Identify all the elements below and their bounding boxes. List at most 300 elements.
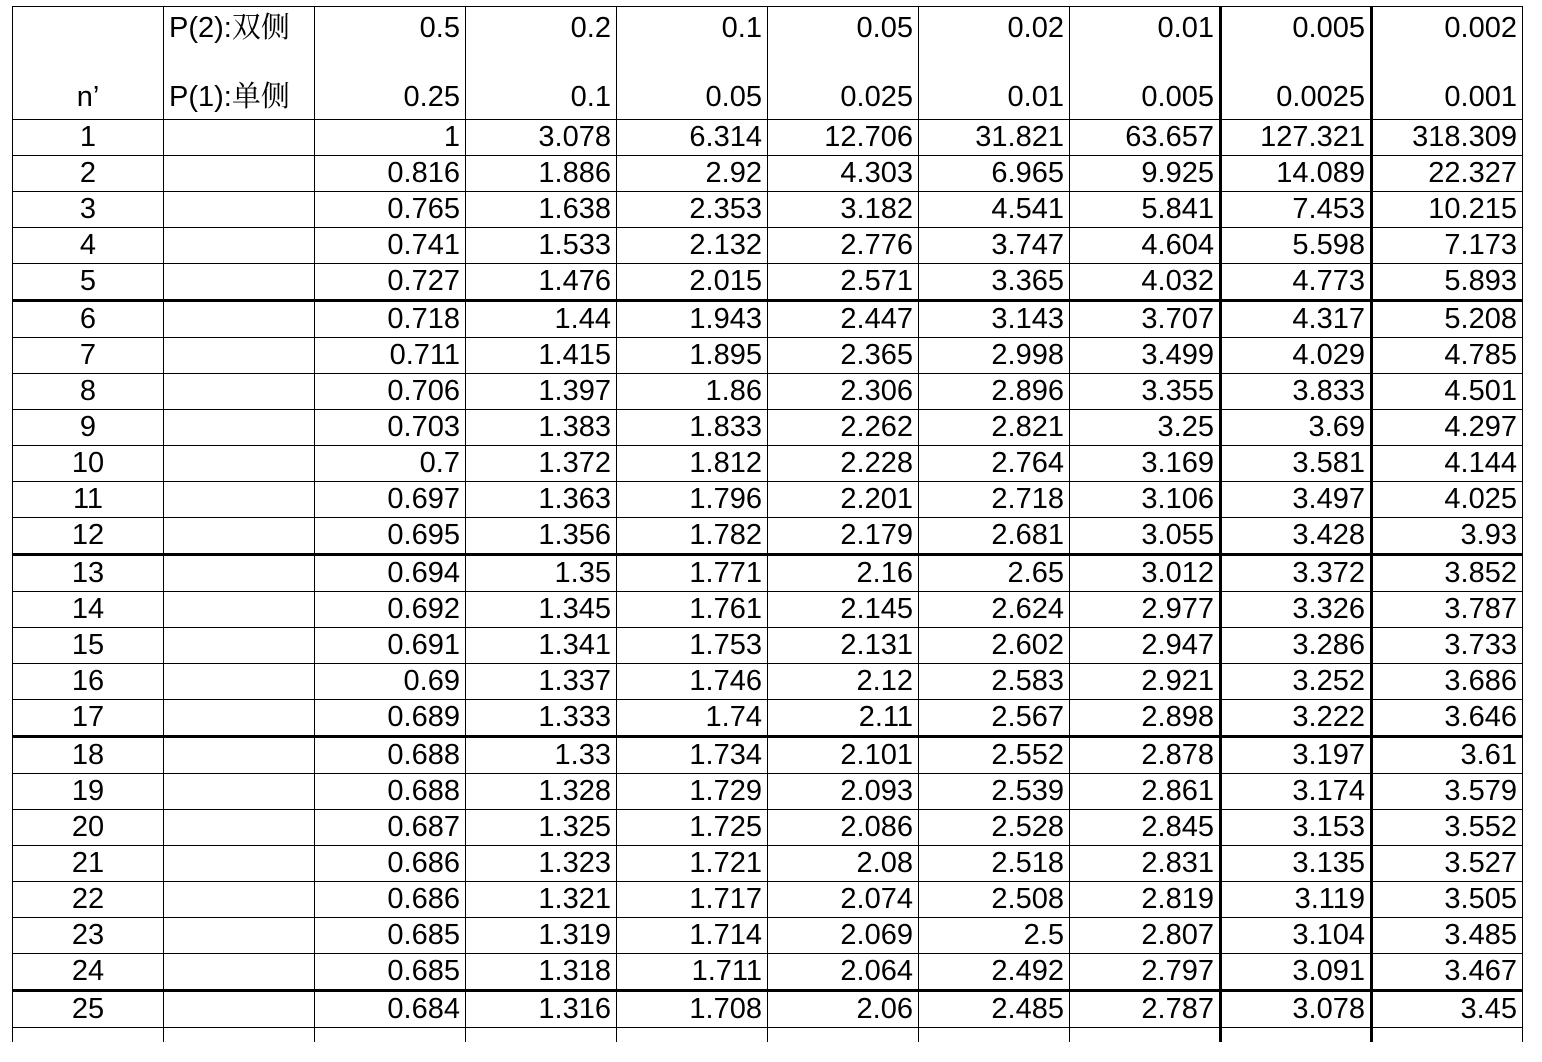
value-cell[interactable]: 2.145 (768, 592, 919, 628)
value-cell[interactable]: 3.135 (1221, 846, 1372, 882)
value-cell[interactable]: 1.761 (617, 592, 768, 628)
clipped-cell[interactable] (1221, 1028, 1372, 1042)
n-cell[interactable]: 3 (13, 192, 164, 228)
value-cell[interactable]: 0.684 (315, 991, 466, 1028)
value-cell[interactable]: 22.327 (1372, 156, 1523, 192)
n-cell[interactable]: 6 (13, 301, 164, 338)
p2-label: P(2):双侧 (169, 12, 290, 44)
clipped-cell[interactable] (1070, 1028, 1221, 1042)
n-header-cell[interactable] (13, 7, 164, 120)
value-cell[interactable]: 3.286 (1221, 628, 1372, 664)
value-cell[interactable]: 2.776 (768, 228, 919, 264)
n-cell[interactable]: 24 (13, 954, 164, 991)
n-cell[interactable]: 15 (13, 628, 164, 664)
value-cell[interactable]: 3.091 (1221, 954, 1372, 991)
value-cell[interactable]: 1.782 (617, 518, 768, 555)
n-cell[interactable]: 17 (13, 700, 164, 737)
value-cell[interactable]: 1.753 (617, 628, 768, 664)
value-cell[interactable]: 2.624 (919, 592, 1070, 628)
value-cell[interactable]: 0.689 (315, 700, 466, 737)
value-cell[interactable]: 4.773 (1221, 264, 1372, 301)
value-cell[interactable]: 3.055 (1070, 518, 1221, 555)
value-cell[interactable]: 127.321 (1221, 120, 1372, 156)
value-cell[interactable]: 4.541 (919, 192, 1070, 228)
value-cell[interactable]: 2.074 (768, 882, 919, 918)
empty-cell[interactable] (164, 737, 315, 774)
p1-value: 0.05 (705, 81, 762, 113)
value-cell[interactable]: 1.356 (466, 518, 617, 555)
table-row (13, 700, 1523, 737)
table-row (13, 737, 1523, 774)
value-cell[interactable]: 3.686 (1372, 664, 1523, 700)
value-cell[interactable]: 7.453 (1221, 192, 1372, 228)
n-cell[interactable]: 9 (13, 410, 164, 446)
value-cell[interactable]: 4.297 (1372, 410, 1523, 446)
value-cell[interactable]: 1.708 (617, 991, 768, 1028)
value-cell[interactable]: 0.688 (315, 737, 466, 774)
value-cell[interactable]: 2.861 (1070, 774, 1221, 810)
n-cell[interactable]: 5 (13, 264, 164, 301)
value-cell[interactable]: 1.74 (617, 700, 768, 737)
value-cell[interactable]: 1.725 (617, 810, 768, 846)
value-cell[interactable]: 0.765 (315, 192, 466, 228)
value-cell[interactable]: 6.314 (617, 120, 768, 156)
value-cell[interactable]: 31.821 (919, 120, 1070, 156)
value-cell[interactable]: 2.92 (617, 156, 768, 192)
p1-label: P(1):单侧 (169, 81, 290, 113)
value-cell[interactable]: 3.252 (1221, 664, 1372, 700)
p2-value: 0.002 (1444, 12, 1517, 44)
value-cell[interactable]: 2.539 (919, 774, 1070, 810)
value-cell[interactable]: 0.687 (315, 810, 466, 846)
value-cell[interactable]: 1.319 (466, 918, 617, 954)
value-cell[interactable]: 3.197 (1221, 737, 1372, 774)
value-cell[interactable]: 3.174 (1221, 774, 1372, 810)
value-cell[interactable]: 3.61 (1372, 737, 1523, 774)
value-cell[interactable]: 3.012 (1070, 555, 1221, 592)
value-cell[interactable]: 2.518 (919, 846, 1070, 882)
p1-value: 0.01 (1007, 81, 1064, 113)
empty-cell[interactable] (164, 410, 315, 446)
value-cell[interactable]: 3.787 (1372, 592, 1523, 628)
value-cell[interactable]: 0.69 (315, 664, 466, 700)
value-cell[interactable]: 3.733 (1372, 628, 1523, 664)
value-cell[interactable]: 3.552 (1372, 810, 1523, 846)
value-cell[interactable]: 2.306 (768, 374, 919, 410)
value-cell[interactable]: 2.492 (919, 954, 1070, 991)
value-cell[interactable]: 2.819 (1070, 882, 1221, 918)
value-cell[interactable]: 4.303 (768, 156, 919, 192)
value-cell[interactable]: 3.527 (1372, 846, 1523, 882)
value-cell[interactable]: 2.353 (617, 192, 768, 228)
value-cell[interactable]: 2.08 (768, 846, 919, 882)
value-cell[interactable]: 1.325 (466, 810, 617, 846)
value-cell[interactable]: 1.341 (466, 628, 617, 664)
value-cell[interactable]: 5.208 (1372, 301, 1523, 338)
value-cell[interactable]: 4.032 (1070, 264, 1221, 301)
empty-cell[interactable] (164, 482, 315, 518)
empty-cell[interactable] (164, 338, 315, 374)
value-cell[interactable]: 9.925 (1070, 156, 1221, 192)
value-cell[interactable]: 2.528 (919, 810, 1070, 846)
empty-cell[interactable] (164, 120, 315, 156)
header-row (13, 7, 1523, 120)
value-cell[interactable]: 1.812 (617, 446, 768, 482)
value-cell[interactable]: 2.797 (1070, 954, 1221, 991)
value-cell[interactable]: 2.977 (1070, 592, 1221, 628)
value-cell[interactable]: 3.93 (1372, 518, 1523, 555)
value-cell[interactable]: 7.173 (1372, 228, 1523, 264)
clipped-cell[interactable] (919, 1028, 1070, 1042)
empty-cell[interactable] (164, 700, 315, 737)
value-cell[interactable]: 2.131 (768, 628, 919, 664)
value-cell[interactable]: 0.697 (315, 482, 466, 518)
value-cell[interactable]: 1.711 (617, 954, 768, 991)
value-cell[interactable]: 2.179 (768, 518, 919, 555)
empty-cell[interactable] (164, 228, 315, 264)
clipped-cell[interactable] (164, 1028, 315, 1042)
value-cell[interactable]: 3.182 (768, 192, 919, 228)
empty-cell[interactable] (164, 156, 315, 192)
empty-cell[interactable] (164, 518, 315, 555)
value-cell[interactable]: 3.747 (919, 228, 1070, 264)
value-cell[interactable]: 2.485 (919, 991, 1070, 1028)
value-cell[interactable]: 2.086 (768, 810, 919, 846)
clipped-cell[interactable] (768, 1028, 919, 1042)
value-cell[interactable]: 0.686 (315, 882, 466, 918)
table-row (13, 410, 1523, 446)
value-cell[interactable]: 0.686 (315, 846, 466, 882)
value-cell[interactable]: 3.485 (1372, 918, 1523, 954)
value-cell[interactable]: 1.321 (466, 882, 617, 918)
value-cell[interactable]: 2.896 (919, 374, 1070, 410)
empty-cell[interactable] (164, 264, 315, 301)
value-cell[interactable]: 0.691 (315, 628, 466, 664)
value-cell[interactable]: 3.69 (1221, 410, 1372, 446)
value-cell[interactable]: 3.45 (1372, 991, 1523, 1028)
value-cell[interactable]: 3.499 (1070, 338, 1221, 374)
empty-cell[interactable] (164, 846, 315, 882)
value-cell[interactable]: 2.571 (768, 264, 919, 301)
value-cell[interactable]: 2.132 (617, 228, 768, 264)
value-cell[interactable]: 2.998 (919, 338, 1070, 374)
value-cell[interactable]: 3.372 (1221, 555, 1372, 592)
value-cell[interactable]: 0.685 (315, 954, 466, 991)
empty-cell[interactable] (164, 918, 315, 954)
value-cell[interactable]: 1.533 (466, 228, 617, 264)
header-cell-p-7[interactable] (1372, 7, 1523, 120)
table-row (13, 810, 1523, 846)
value-cell[interactable]: 4.025 (1372, 482, 1523, 518)
value-cell[interactable]: 2.069 (768, 918, 919, 954)
value-cell[interactable]: 3.646 (1372, 700, 1523, 737)
value-cell[interactable]: 5.598 (1221, 228, 1372, 264)
n-cell[interactable]: 21 (13, 846, 164, 882)
value-cell[interactable]: 2.831 (1070, 846, 1221, 882)
value-cell[interactable]: 1.383 (466, 410, 617, 446)
value-cell[interactable]: 1.328 (466, 774, 617, 810)
table-row (13, 555, 1523, 592)
value-cell[interactable]: 3.169 (1070, 446, 1221, 482)
table-row (13, 846, 1523, 882)
value-cell[interactable]: 3.106 (1070, 482, 1221, 518)
empty-cell[interactable] (164, 810, 315, 846)
value-cell[interactable]: 3.326 (1221, 592, 1372, 628)
value-cell[interactable]: 1.415 (466, 338, 617, 374)
n-cell[interactable]: 25 (13, 991, 164, 1028)
value-cell[interactable]: 1.363 (466, 482, 617, 518)
header-cell-p-2[interactable] (617, 7, 768, 120)
value-cell[interactable]: 1.746 (617, 664, 768, 700)
value-cell[interactable]: 3.852 (1372, 555, 1523, 592)
value-cell[interactable]: 3.104 (1221, 918, 1372, 954)
value-cell[interactable]: 0.695 (315, 518, 466, 555)
table-row (13, 264, 1523, 301)
value-cell[interactable]: 0.706 (315, 374, 466, 410)
n-cell[interactable]: 16 (13, 664, 164, 700)
table-row (13, 882, 1523, 918)
p1-value: 0.1 (570, 81, 611, 113)
value-cell[interactable]: 2.447 (768, 301, 919, 338)
value-cell[interactable]: 3.428 (1221, 518, 1372, 555)
value-cell[interactable]: 0.692 (315, 592, 466, 628)
value-cell[interactable]: 3.365 (919, 264, 1070, 301)
value-cell[interactable]: 1.44 (466, 301, 617, 338)
p2-value: 0.2 (570, 12, 611, 44)
value-cell[interactable]: 2.064 (768, 954, 919, 991)
clipped-cell[interactable] (315, 1028, 466, 1042)
clipped-cell[interactable] (13, 1028, 164, 1042)
table-row-clipped (13, 1028, 1523, 1042)
table-row (13, 446, 1523, 482)
empty-cell[interactable] (164, 882, 315, 918)
empty-cell[interactable] (164, 991, 315, 1028)
value-cell[interactable]: 2.947 (1070, 628, 1221, 664)
clipped-cell[interactable] (1372, 1028, 1523, 1042)
value-cell[interactable]: 1.33 (466, 737, 617, 774)
value-cell[interactable]: 4.317 (1221, 301, 1372, 338)
value-cell[interactable]: 3.078 (1221, 991, 1372, 1028)
value-cell[interactable]: 2.583 (919, 664, 1070, 700)
value-cell[interactable]: 3.581 (1221, 446, 1372, 482)
n-label: n’ (76, 81, 100, 113)
empty-cell[interactable] (164, 664, 315, 700)
value-cell[interactable]: 1.943 (617, 301, 768, 338)
value-cell[interactable]: 1.476 (466, 264, 617, 301)
value-cell[interactable]: 3.119 (1221, 882, 1372, 918)
empty-cell[interactable] (164, 192, 315, 228)
p2-value: 0.5 (419, 12, 460, 44)
table-row (13, 774, 1523, 810)
n-cell[interactable]: 18 (13, 737, 164, 774)
value-cell[interactable]: 3.467 (1372, 954, 1523, 991)
value-cell[interactable]: 2.11 (768, 700, 919, 737)
table-row (13, 482, 1523, 518)
value-cell[interactable]: 2.101 (768, 737, 919, 774)
value-cell[interactable]: 14.089 (1221, 156, 1372, 192)
value-cell[interactable]: 318.309 (1372, 120, 1523, 156)
value-cell[interactable]: 2.718 (919, 482, 1070, 518)
value-cell[interactable]: 1 (315, 120, 466, 156)
value-cell[interactable]: 3.497 (1221, 482, 1372, 518)
value-cell[interactable]: 0.718 (315, 301, 466, 338)
n-cell[interactable]: 2 (13, 156, 164, 192)
value-cell[interactable]: 2.807 (1070, 918, 1221, 954)
empty-cell[interactable] (164, 374, 315, 410)
value-cell[interactable]: 1.714 (617, 918, 768, 954)
value-cell[interactable]: 0.741 (315, 228, 466, 264)
value-cell[interactable]: 1.721 (617, 846, 768, 882)
header-cell-p-3[interactable] (768, 7, 919, 120)
value-cell[interactable]: 0.685 (315, 918, 466, 954)
value-cell[interactable]: 1.771 (617, 555, 768, 592)
n-cell[interactable]: 10 (13, 446, 164, 482)
value-cell[interactable]: 0.694 (315, 555, 466, 592)
value-cell[interactable]: 3.505 (1372, 882, 1523, 918)
value-cell[interactable]: 3.833 (1221, 374, 1372, 410)
value-cell[interactable]: 2.262 (768, 410, 919, 446)
value-cell[interactable]: 1.333 (466, 700, 617, 737)
empty-cell[interactable] (164, 446, 315, 482)
value-cell[interactable]: 3.25 (1070, 410, 1221, 446)
value-cell[interactable]: 2.093 (768, 774, 919, 810)
header-cell-p-4[interactable] (919, 7, 1070, 120)
value-cell[interactable]: 2.201 (768, 482, 919, 518)
empty-cell[interactable] (164, 592, 315, 628)
value-cell[interactable]: 4.501 (1372, 374, 1523, 410)
n-cell[interactable]: 13 (13, 555, 164, 592)
n-cell[interactable]: 20 (13, 810, 164, 846)
value-cell[interactable]: 1.734 (617, 737, 768, 774)
value-cell[interactable]: 1.397 (466, 374, 617, 410)
value-cell[interactable]: 2.16 (768, 555, 919, 592)
value-cell[interactable]: 2.015 (617, 264, 768, 301)
value-cell[interactable]: 2.06 (768, 991, 919, 1028)
n-cell[interactable]: 7 (13, 338, 164, 374)
table-row (13, 374, 1523, 410)
value-cell[interactable]: 0.816 (315, 156, 466, 192)
value-cell[interactable]: 1.717 (617, 882, 768, 918)
empty-cell[interactable] (164, 301, 315, 338)
n-cell[interactable]: 1 (13, 120, 164, 156)
value-cell[interactable]: 1.316 (466, 991, 617, 1028)
value-cell[interactable]: 1.345 (466, 592, 617, 628)
p1-value: 0.25 (403, 81, 460, 113)
value-cell[interactable]: 2.821 (919, 410, 1070, 446)
value-cell[interactable]: 1.86 (617, 374, 768, 410)
table-row (13, 338, 1523, 374)
header-cell-p-0[interactable] (315, 7, 466, 120)
header-cell-p-6[interactable] (1221, 7, 1372, 120)
p-label-cell[interactable] (164, 7, 315, 120)
value-cell[interactable]: 63.657 (1070, 120, 1221, 156)
clipped-cell[interactable] (466, 1028, 617, 1042)
empty-cell[interactable] (164, 774, 315, 810)
value-cell[interactable]: 1.833 (617, 410, 768, 446)
n-cell[interactable]: 12 (13, 518, 164, 555)
table-row (13, 991, 1523, 1028)
n-cell[interactable]: 14 (13, 592, 164, 628)
value-cell[interactable]: 2.681 (919, 518, 1070, 555)
value-cell[interactable]: 4.144 (1372, 446, 1523, 482)
value-cell[interactable]: 2.878 (1070, 737, 1221, 774)
value-cell[interactable]: 1.729 (617, 774, 768, 810)
value-cell[interactable]: 1.886 (466, 156, 617, 192)
value-cell[interactable]: 3.707 (1070, 301, 1221, 338)
n-cell[interactable]: 22 (13, 882, 164, 918)
value-cell[interactable]: 2.845 (1070, 810, 1221, 846)
empty-cell[interactable] (164, 555, 315, 592)
value-cell[interactable]: 1.895 (617, 338, 768, 374)
value-cell[interactable]: 1.318 (466, 954, 617, 991)
p2-value: 0.01 (1157, 12, 1214, 44)
value-cell[interactable]: 0.703 (315, 410, 466, 446)
value-cell[interactable]: 2.228 (768, 446, 919, 482)
value-cell[interactable]: 2.508 (919, 882, 1070, 918)
empty-cell[interactable] (164, 954, 315, 991)
value-cell[interactable]: 2.764 (919, 446, 1070, 482)
table-row (13, 628, 1523, 664)
clipped-cell[interactable] (617, 1028, 768, 1042)
value-cell[interactable]: 4.785 (1372, 338, 1523, 374)
value-cell[interactable]: 1.372 (466, 446, 617, 482)
value-cell[interactable]: 5.841 (1070, 192, 1221, 228)
n-cell[interactable]: 4 (13, 228, 164, 264)
value-cell[interactable]: 0.688 (315, 774, 466, 810)
value-cell[interactable]: 4.604 (1070, 228, 1221, 264)
n-cell[interactable]: 19 (13, 774, 164, 810)
value-cell[interactable]: 0.727 (315, 264, 466, 301)
value-cell[interactable]: 0.7 (315, 446, 466, 482)
value-cell[interactable]: 1.796 (617, 482, 768, 518)
value-cell[interactable]: 2.65 (919, 555, 1070, 592)
value-cell[interactable]: 6.965 (919, 156, 1070, 192)
n-cell[interactable]: 23 (13, 918, 164, 954)
value-cell[interactable]: 12.706 (768, 120, 919, 156)
value-cell[interactable]: 3.078 (466, 120, 617, 156)
value-cell[interactable]: 3.143 (919, 301, 1070, 338)
value-cell[interactable]: 2.921 (1070, 664, 1221, 700)
empty-cell[interactable] (164, 628, 315, 664)
value-cell[interactable]: 3.579 (1372, 774, 1523, 810)
header-cell-p-1[interactable] (466, 7, 617, 120)
value-cell[interactable]: 1.337 (466, 664, 617, 700)
value-cell[interactable]: 2.602 (919, 628, 1070, 664)
value-cell[interactable]: 3.355 (1070, 374, 1221, 410)
value-cell[interactable]: 2.552 (919, 737, 1070, 774)
value-cell[interactable]: 1.323 (466, 846, 617, 882)
value-cell[interactable]: 4.029 (1221, 338, 1372, 374)
header-cell-p-5[interactable] (1070, 7, 1221, 120)
value-cell[interactable]: 10.215 (1372, 192, 1523, 228)
table-row (13, 192, 1523, 228)
value-cell[interactable]: 2.12 (768, 664, 919, 700)
value-cell[interactable]: 1.638 (466, 192, 617, 228)
value-cell[interactable]: 1.35 (466, 555, 617, 592)
table-row (13, 156, 1523, 192)
value-cell[interactable]: 2.365 (768, 338, 919, 374)
value-cell[interactable]: 2.567 (919, 700, 1070, 737)
value-cell[interactable]: 5.893 (1372, 264, 1523, 301)
value-cell[interactable]: 3.153 (1221, 810, 1372, 846)
n-cell[interactable]: 11 (13, 482, 164, 518)
n-cell[interactable]: 8 (13, 374, 164, 410)
value-cell[interactable]: 2.787 (1070, 991, 1221, 1028)
value-cell[interactable]: 3.222 (1221, 700, 1372, 737)
value-cell[interactable]: 2.898 (1070, 700, 1221, 737)
value-cell[interactable]: 2.5 (919, 918, 1070, 954)
value-cell[interactable]: 0.711 (315, 338, 466, 374)
